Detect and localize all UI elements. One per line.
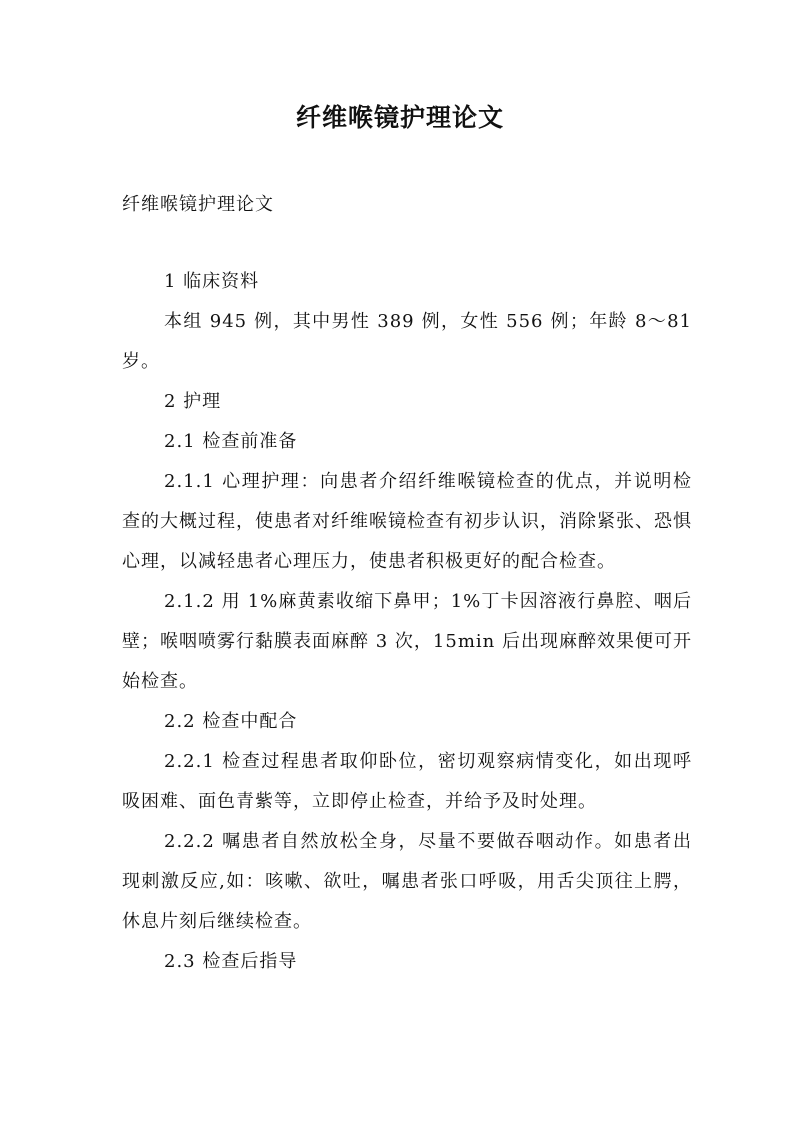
section-heading: 1 临床资料 bbox=[164, 271, 260, 292]
subsection-heading: 2.1 检查前准备 bbox=[164, 431, 298, 452]
document-title: 纤维喉镜护理论文 bbox=[295, 103, 504, 132]
subsection-heading: 2.3 检查后指导 bbox=[164, 951, 298, 972]
section-heading: 2 护理 bbox=[164, 391, 222, 412]
paragraph: 本组 945 例，其中男性 389 例，女性 556 例；年龄 8～81 岁。 bbox=[122, 311, 692, 372]
paragraph: 2.2.2 嘱患者自然放松全身，尽量不要做吞咽动作。如患者出现刺激反应,如：咳嗽、欲吐，嘱患者张口呼吸，用舌尖顶往上腭，休息片刻后继续检查。 bbox=[122, 831, 692, 932]
paragraph: 2.1.1 心理护理：向患者介绍纤维喉镜检查的优点，并说明检查的大概过程，使患者对纤维喉镜检查有初步认识，消除紧张、恐惧心理，以减轻患者心理压力，使患者积极更好的配合检查。 bbox=[122, 471, 692, 572]
paragraph: 2.2.1 检查过程患者取仰卧位，密切观察病情变化，如出现呼吸困难、面色青紫等，立即停止检查，并给予及时处理。 bbox=[122, 751, 692, 812]
paragraph: 2.1.2 用 1%麻黄素收缩下鼻甲；1%丁卡因溶液行鼻腔、咽后壁；喉咽喷雾行黏膜表面麻醉 3 次，15min 后出现麻醉效果便可开始检查。 bbox=[122, 591, 692, 692]
document-body bbox=[122, 262, 692, 982]
document-subtitle: 纤维喉镜护理论文 bbox=[122, 194, 274, 215]
subsection-heading: 2.2 检查中配合 bbox=[164, 711, 298, 732]
